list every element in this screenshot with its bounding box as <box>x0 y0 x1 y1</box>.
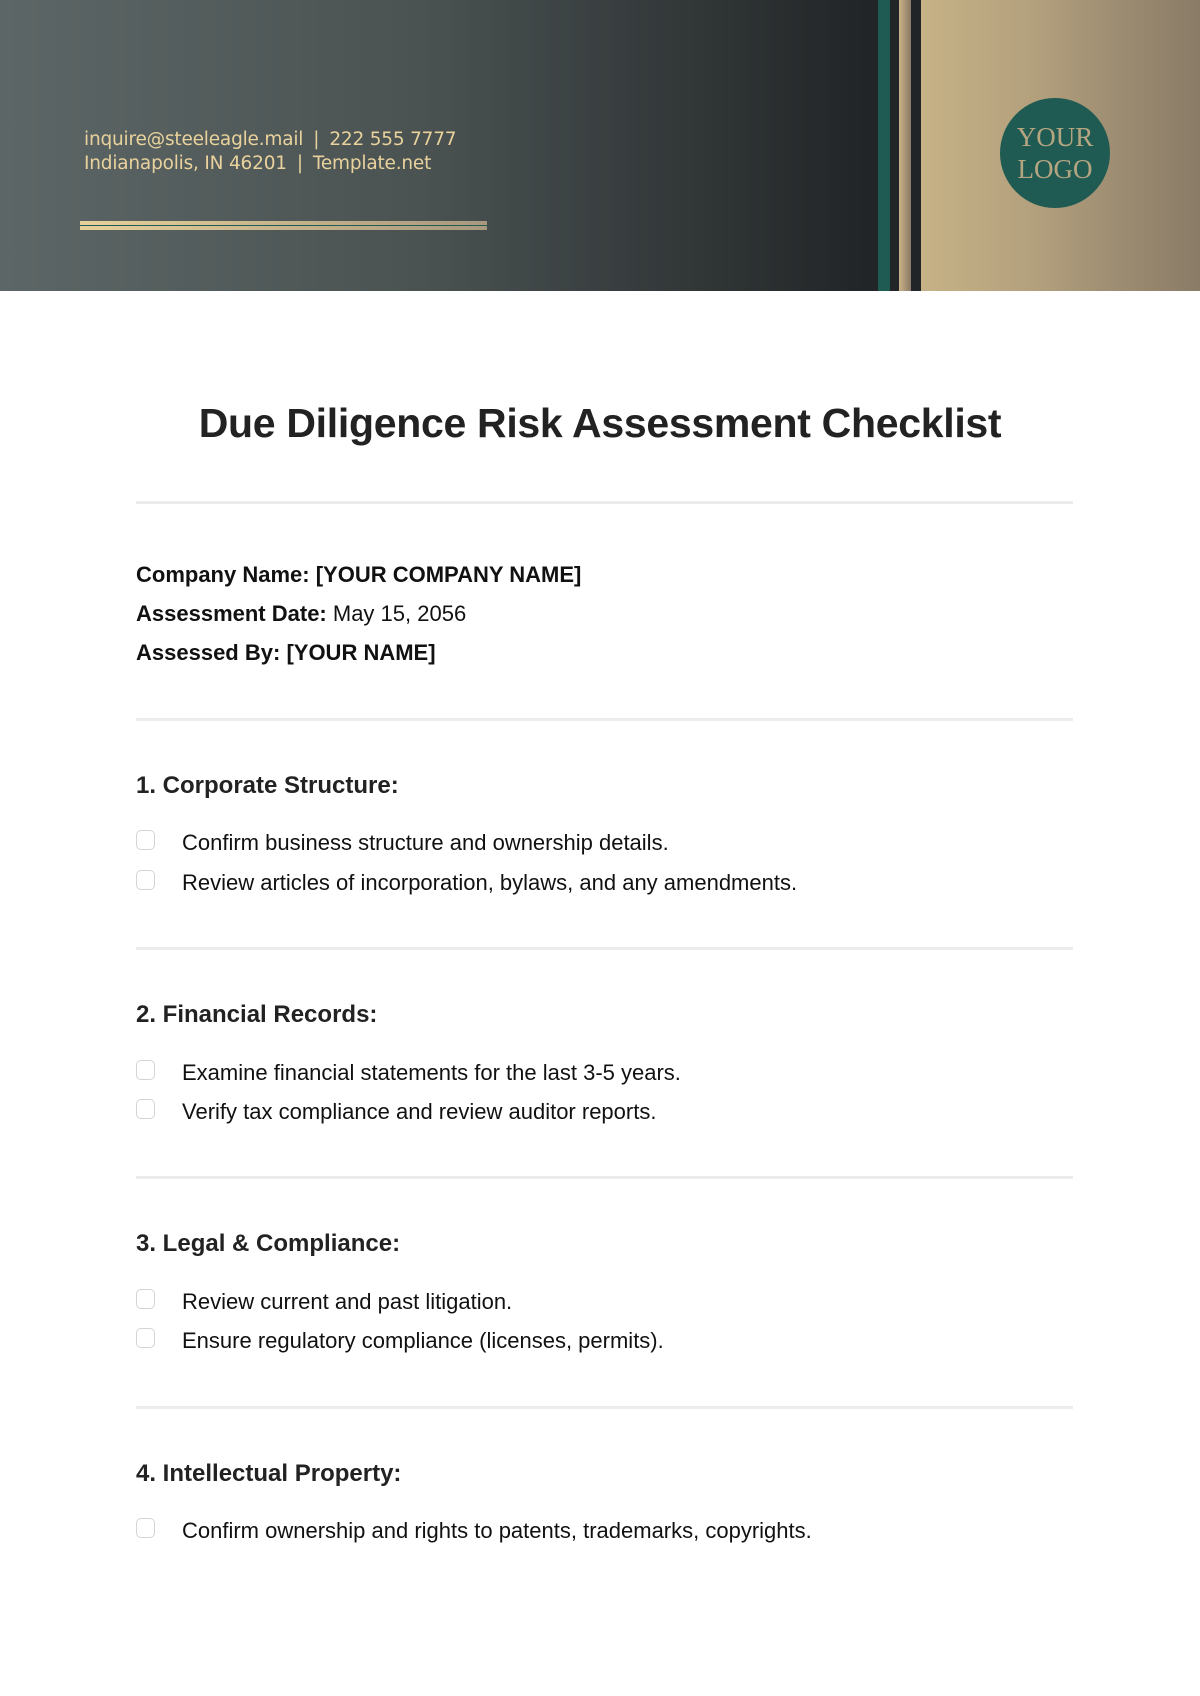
contact-address: Indianapolis, IN 46201 <box>84 153 287 174</box>
checklist-item[interactable] <box>136 870 797 896</box>
meta-label: Assessment Date: <box>136 601 327 626</box>
checkbox[interactable] <box>136 830 155 850</box>
checklist-item-label: Review current and past litigation. <box>182 1289 513 1314</box>
meta-value: May 15, 2056 <box>332 601 467 626</box>
meta-assessment-date <box>136 601 466 627</box>
divider <box>136 947 1073 950</box>
contact-info <box>84 128 456 176</box>
checkbox[interactable] <box>136 870 155 890</box>
page-title: Due Diligence Risk Assessment Checklist <box>198 400 1002 446</box>
checklist-item-label: Examine financial statements for the last 3-5 years. <box>182 1060 681 1085</box>
checklist-item-label: Review articles of incorporation, bylaws, and any amendments. <box>182 870 798 895</box>
checklist-item-label: Confirm ownership and rights to patents, trademarks, copyrights. <box>182 1518 812 1543</box>
contact-email: inquire@steeleagle.mail <box>84 129 304 150</box>
meta-label: Assessed By: <box>136 640 281 665</box>
contact-website: Template.net <box>312 153 432 174</box>
meta-value: [YOUR COMPANY NAME] <box>315 562 582 587</box>
checkbox[interactable] <box>136 1060 155 1080</box>
checklist-item[interactable] <box>136 1099 656 1125</box>
checklist-item-label: Verify tax compliance and review auditor reports. <box>182 1099 657 1124</box>
contact-phone: 222 555 7777 <box>329 129 457 150</box>
logo-text-line1: YOUR <box>1016 122 1094 152</box>
divider <box>136 1406 1073 1409</box>
meta-company-name <box>136 562 581 588</box>
decorative-stripe <box>911 0 921 291</box>
checklist-item[interactable] <box>136 1289 512 1315</box>
checkbox[interactable] <box>136 1328 155 1348</box>
section-heading-corporate-structure: 1. Corporate Structure: <box>136 772 399 799</box>
separator: | <box>313 129 320 150</box>
checklist-item[interactable] <box>136 1518 812 1544</box>
checklist-item[interactable] <box>136 1060 681 1086</box>
contact-row-1 <box>84 128 456 152</box>
decorative-stripe <box>866 0 878 291</box>
decorative-stripe <box>890 0 899 291</box>
checklist-item-label: Ensure regulatory compliance (licenses, permits). <box>182 1328 664 1353</box>
meta-label: Company Name: <box>136 562 310 587</box>
checkbox[interactable] <box>136 1518 155 1538</box>
section-heading-financial-records: 2. Financial Records: <box>136 1001 378 1028</box>
divider <box>136 718 1073 721</box>
separator: | <box>296 153 303 174</box>
checklist-item[interactable] <box>136 1328 664 1354</box>
checklist-item-label: Confirm business structure and ownership details. <box>182 830 669 855</box>
divider <box>136 501 1073 504</box>
checklist-item[interactable] <box>136 830 669 856</box>
logo-text-line2: LOGO <box>1017 154 1093 184</box>
checkbox[interactable] <box>136 1099 155 1119</box>
company-logo <box>1000 98 1110 208</box>
decorative-stripe-gold <box>899 0 911 291</box>
decorative-gold-line <box>80 221 487 230</box>
meta-value: [YOUR NAME] <box>286 640 436 665</box>
section-heading-intellectual-property: 4. Intellectual Property: <box>136 1460 402 1487</box>
section-heading-legal-compliance: 3. Legal & Compliance: <box>136 1230 401 1257</box>
divider <box>136 1176 1073 1179</box>
meta-assessed-by <box>136 640 436 666</box>
checkbox[interactable] <box>136 1289 155 1309</box>
contact-row-2 <box>84 152 456 176</box>
decorative-stripe-teal <box>878 0 890 291</box>
